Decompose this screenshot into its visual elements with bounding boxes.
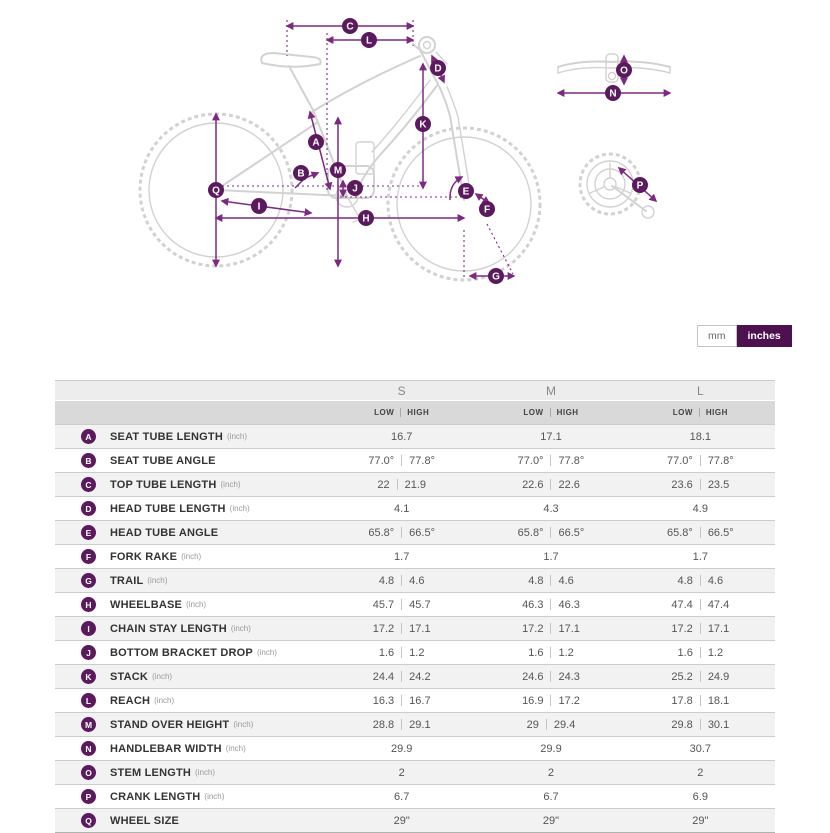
row-label: CHAIN STAY LENGTH (110, 622, 227, 635)
row-letter-badge: H (81, 597, 96, 612)
value-high: 77.8° (409, 454, 435, 467)
row-letter-badge: G (81, 573, 96, 588)
value-l (626, 767, 775, 779)
value-high: 22.6 (558, 478, 580, 491)
value-m (476, 719, 625, 731)
table-row (55, 640, 775, 664)
row-label: HEAD TUBE LENGTH (110, 502, 226, 515)
value-low: 16.7 (390, 430, 413, 443)
value-l (626, 455, 775, 467)
svg-text:G: G (492, 271, 500, 283)
value-low: 65.8° (368, 526, 395, 539)
unit-mm-button[interactable]: mm (697, 325, 737, 347)
value-high: 18.1 (707, 694, 730, 707)
value-low: 29" (542, 814, 560, 827)
value-l (626, 575, 775, 587)
value-separator (550, 671, 551, 682)
value-high: 16.7 (409, 694, 431, 707)
value-l (626, 503, 775, 515)
row-letter-badge: L (81, 693, 96, 708)
table-body (55, 424, 775, 832)
value-low: 16.3 (372, 694, 395, 707)
table-row (55, 808, 775, 832)
lowhigh-header-m: LOW HIGH (523, 408, 579, 417)
value-m (476, 575, 625, 587)
diagram-badge-d (430, 60, 446, 76)
diagram-badge-k (415, 116, 431, 132)
value-high: 4.6 (707, 574, 724, 587)
diagram-badge-q (208, 182, 224, 198)
value-low: 29.9 (390, 742, 413, 755)
value-low: 4.8 (677, 574, 693, 587)
value-separator (401, 623, 402, 634)
row-letter-badge: O (81, 765, 96, 780)
svg-text:K: K (419, 119, 427, 131)
value-low: 1.6 (378, 646, 395, 659)
value-high: 17.1 (409, 622, 431, 635)
value-low: 17.2 (522, 622, 544, 635)
value-low: 6.7 (394, 790, 410, 803)
value-m (476, 671, 625, 683)
geometry-table (55, 380, 775, 833)
value-high: 24.9 (707, 670, 730, 683)
value-low: 4.1 (394, 502, 410, 515)
row-label: HEAD TUBE ANGLE (110, 526, 219, 539)
svg-text:H: H (362, 213, 370, 225)
table-row (55, 688, 775, 712)
row-unit: (inch) (229, 504, 250, 513)
lowhigh-header-l: LOW HIGH (672, 408, 728, 417)
value-low: 2 (697, 766, 704, 779)
row-unit: (inch) (204, 792, 225, 801)
table-row (55, 712, 775, 736)
value-l (626, 431, 775, 443)
value-l (626, 695, 775, 707)
diagram-badge-e (458, 183, 474, 199)
bike-line-art (140, 37, 670, 280)
size-header-row (55, 381, 775, 400)
value-low: 17.1 (540, 430, 562, 443)
value-low: 77.0° (368, 454, 395, 467)
value-low: 29" (692, 814, 709, 827)
row-letter-badge: I (81, 621, 96, 636)
value-separator (700, 527, 701, 538)
value-separator (401, 575, 402, 586)
value-l (626, 599, 775, 611)
row-unit: (inch) (154, 696, 175, 705)
row-unit: (inch) (181, 552, 202, 561)
value-low: 22.6 (522, 478, 544, 491)
value-low: 22 (377, 478, 390, 491)
value-m (476, 431, 625, 443)
value-m (476, 623, 625, 635)
table-row (55, 448, 775, 472)
svg-text:O: O (620, 65, 628, 77)
row-unit: (inch) (186, 600, 207, 609)
value-low: 1.7 (692, 550, 708, 563)
value-m (476, 791, 625, 803)
row-label: TRAIL (110, 574, 144, 587)
row-letter-badge: B (81, 453, 96, 468)
size-header-l: L (696, 383, 704, 398)
value-s (327, 719, 476, 731)
value-low: 28.8 (372, 718, 395, 731)
value-s (327, 695, 476, 707)
unit-toggle (697, 325, 792, 347)
row-label: WHEELBASE (110, 598, 183, 611)
row-unit: (inch) (225, 744, 246, 753)
diagram-badge-m (330, 162, 346, 178)
value-l (626, 623, 775, 635)
value-low: 17.8 (671, 694, 693, 707)
diagram-badge-g (488, 268, 504, 284)
value-separator (397, 479, 398, 490)
value-m (476, 695, 625, 707)
row-unit: (inch) (220, 480, 241, 489)
value-separator (546, 719, 547, 730)
diagram-badge-i (251, 198, 267, 214)
value-l (626, 743, 775, 755)
row-letter-badge: N (81, 741, 96, 756)
value-separator (550, 575, 551, 586)
lowhigh-header-row (55, 400, 775, 424)
value-high: 29.4 (553, 718, 576, 731)
value-low: 30.7 (689, 742, 712, 755)
row-unit: (inch) (256, 648, 277, 657)
table-row (55, 760, 775, 784)
value-m (476, 767, 625, 779)
value-l (626, 719, 775, 731)
row-unit: (inch) (233, 720, 254, 729)
value-low: 77.0° (667, 454, 693, 467)
value-separator (401, 599, 402, 610)
value-high: 77.8° (558, 454, 585, 467)
svg-text:F: F (483, 204, 491, 216)
svg-text:A: A (312, 137, 320, 149)
table-row (55, 592, 775, 616)
row-letter-badge: D (81, 501, 96, 516)
diagram-badge-o (616, 62, 632, 78)
svg-text:N: N (609, 88, 617, 100)
value-low: 24.4 (372, 670, 395, 683)
value-s (327, 575, 476, 587)
row-letter-badge: M (81, 717, 96, 732)
svg-text:I: I (257, 201, 261, 213)
svg-text:J: J (352, 183, 358, 195)
value-high: 24.2 (409, 670, 431, 683)
value-low: 1.7 (543, 550, 559, 563)
value-low: 4.9 (692, 502, 708, 515)
value-separator (700, 623, 701, 634)
table-row (55, 568, 775, 592)
handlebar-top-view (558, 62, 670, 67)
value-separator (700, 575, 701, 586)
value-separator (550, 695, 551, 706)
value-separator (401, 647, 402, 658)
value-m (476, 743, 625, 755)
value-l (626, 551, 775, 563)
value-low: 25.2 (671, 670, 693, 683)
value-s (327, 767, 476, 779)
svg-text:C: C (346, 21, 354, 33)
value-m (476, 503, 625, 515)
value-high: 21.9 (404, 478, 426, 491)
value-high: 29.1 (409, 718, 431, 731)
table-row (55, 544, 775, 568)
value-high: 23.5 (707, 478, 730, 491)
row-label: HANDLEBAR WIDTH (110, 742, 222, 755)
value-m (476, 527, 625, 539)
diagram-badge-p (632, 177, 648, 193)
handlebar-grip (419, 37, 435, 53)
value-high: 46.3 (558, 598, 580, 611)
value-separator (700, 719, 701, 730)
value-separator (401, 671, 402, 682)
value-high: 47.4 (707, 598, 730, 611)
value-low: 17.2 (372, 622, 395, 635)
value-l (626, 815, 775, 827)
value-s (327, 503, 476, 515)
row-unit: (inch) (227, 432, 248, 441)
value-low: 2 (547, 766, 555, 779)
value-separator (700, 647, 701, 658)
measure-guides (222, 20, 513, 279)
svg-text:Q: Q (212, 185, 220, 197)
row-letter-badge: E (81, 525, 96, 540)
row-letter-badge: F (81, 549, 96, 564)
value-m (476, 815, 625, 827)
row-letter-badge: C (81, 477, 96, 492)
value-separator (550, 647, 551, 658)
diagram-badge-a (308, 134, 324, 150)
table-row (55, 664, 775, 688)
table-row (55, 616, 775, 640)
svg-text:L: L (365, 35, 373, 47)
value-s (327, 479, 476, 491)
svg-text:E: E (462, 186, 470, 198)
row-label: SEAT TUBE ANGLE (110, 454, 216, 467)
value-l (626, 479, 775, 491)
value-separator (401, 455, 402, 466)
value-low: 46.3 (522, 598, 544, 611)
value-s (327, 743, 476, 755)
svg-text:P: P (636, 180, 644, 192)
value-s (327, 599, 476, 611)
table-row (55, 520, 775, 544)
value-l (626, 671, 775, 683)
value-low: 4.8 (378, 574, 395, 587)
value-low: 23.6 (671, 478, 693, 491)
value-high: 17.1 (707, 622, 730, 635)
value-low: 29.8 (671, 718, 693, 731)
value-s (327, 623, 476, 635)
value-s (327, 815, 476, 827)
diagram-badge-h (358, 210, 374, 226)
diagram-badge-c (342, 18, 358, 34)
value-high: 77.8° (707, 454, 734, 467)
value-separator (401, 527, 402, 538)
svg-text:D: D (434, 63, 442, 75)
value-high: 1.2 (558, 646, 574, 659)
value-low: 6.9 (692, 790, 708, 803)
value-low: 1.6 (528, 646, 544, 659)
table-row (55, 784, 775, 808)
svg-text:M: M (333, 165, 343, 177)
row-label: TOP TUBE LENGTH (110, 478, 217, 491)
diagram-badge-l (361, 32, 377, 48)
value-low: 2 (398, 766, 405, 779)
row-unit: (inch) (152, 672, 173, 681)
value-low: 24.6 (522, 670, 544, 683)
value-separator (401, 719, 402, 730)
value-low: 65.8° (517, 526, 544, 539)
table-row (55, 472, 775, 496)
diagram-badge-n (605, 85, 621, 101)
pedal-axle (642, 206, 654, 218)
row-label: STAND OVER HEIGHT (110, 718, 230, 731)
value-low: 4.3 (543, 502, 559, 515)
value-l (626, 527, 775, 539)
row-letter-badge: Q (81, 813, 96, 828)
value-separator (700, 479, 701, 490)
value-high: 1.2 (409, 646, 425, 659)
value-low: 29" (393, 814, 410, 827)
value-high: 30.1 (707, 718, 730, 731)
value-s (327, 791, 476, 803)
value-low: 29 (526, 718, 539, 731)
lowhigh-header-s: LOW HIGH (374, 408, 430, 417)
size-header-s: S (397, 383, 406, 398)
value-high: 24.3 (558, 670, 580, 683)
value-separator (401, 695, 402, 706)
row-letter-badge: J (81, 645, 96, 660)
value-l (626, 791, 775, 803)
value-low: 18.1 (689, 430, 712, 443)
row-letter-badge: A (81, 429, 96, 444)
value-high: 4.6 (558, 574, 574, 587)
value-high: 17.2 (558, 694, 580, 707)
value-m (476, 455, 625, 467)
table-row (55, 424, 775, 448)
value-high: 66.5° (558, 526, 585, 539)
value-separator (550, 623, 551, 634)
diagram-badge-b (293, 165, 309, 181)
value-low: 1.7 (394, 550, 410, 563)
value-high: 1.2 (707, 646, 724, 659)
value-s (327, 647, 476, 659)
row-label: BOTTOM BRACKET DROP (110, 646, 253, 659)
value-l (626, 647, 775, 659)
value-s (327, 455, 476, 467)
bike-geometry-diagram (0, 0, 830, 315)
row-label: SEAT TUBE LENGTH (110, 430, 223, 443)
value-low: 1.6 (677, 646, 693, 659)
row-label: STACK (110, 670, 149, 683)
row-unit: (inch) (147, 576, 168, 585)
value-s (327, 551, 476, 563)
row-label: FORK RAKE (110, 550, 178, 563)
value-low: 6.7 (543, 790, 559, 803)
value-low: 16.9 (522, 694, 544, 707)
value-low: 47.4 (671, 598, 693, 611)
value-m (476, 599, 625, 611)
value-low: 17.2 (671, 622, 693, 635)
value-s (327, 527, 476, 539)
value-s (327, 671, 476, 683)
value-separator (550, 527, 551, 538)
value-separator (700, 695, 701, 706)
row-letter-badge: K (81, 669, 96, 684)
diagram-badge-f (479, 201, 495, 217)
svg-text:B: B (297, 168, 305, 180)
diagram-badge-j (347, 180, 363, 196)
value-s (327, 431, 476, 443)
value-separator (700, 671, 701, 682)
value-high: 66.5° (707, 526, 734, 539)
row-letter-badge: P (81, 789, 96, 804)
row-label: CRANK LENGTH (110, 790, 201, 803)
value-high: 4.6 (409, 574, 425, 587)
row-label: STEM LENGTH (110, 766, 192, 779)
row-unit: (inch) (230, 624, 251, 633)
value-separator (550, 599, 551, 610)
value-low: 77.0° (517, 454, 544, 467)
table-row (55, 496, 775, 520)
unit-inches-button[interactable]: inches (737, 325, 792, 347)
row-label: WHEEL SIZE (110, 814, 180, 827)
value-high: 45.7 (409, 598, 431, 611)
value-separator (700, 599, 701, 610)
row-label: REACH (110, 694, 151, 707)
size-header-m: M (545, 383, 556, 398)
value-m (476, 647, 625, 659)
value-m (476, 479, 625, 491)
value-high: 66.5° (409, 526, 435, 539)
value-separator (550, 455, 551, 466)
value-low: 45.7 (372, 598, 395, 611)
value-low: 29.9 (540, 742, 562, 755)
value-separator (550, 479, 551, 490)
value-high: 17.1 (558, 622, 580, 635)
value-low: 4.8 (528, 574, 544, 587)
row-unit: (inch) (195, 768, 216, 777)
table-row (55, 736, 775, 760)
value-separator (700, 455, 701, 466)
value-m (476, 551, 625, 563)
value-low: 65.8° (667, 526, 693, 539)
